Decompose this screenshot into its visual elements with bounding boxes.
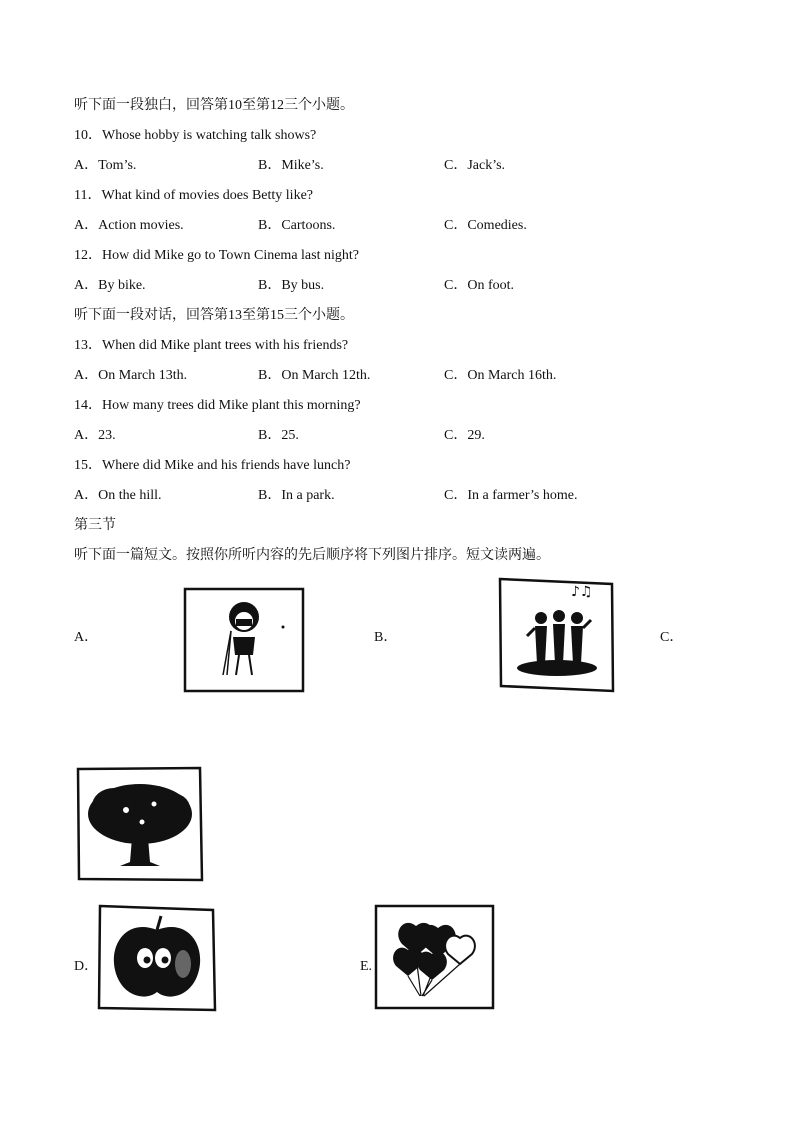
option-a[interactable]: A．Action movies. — [74, 218, 184, 233]
question-15-options — [74, 487, 774, 505]
instruction-monologue: 听下面一段独白，回答第10至第12三个小题。 — [74, 98, 354, 113]
section-3-instruction: 听下面一篇短文。按照你所听内容的先后顺序将下列图片排序。短文读两遍。 — [74, 548, 550, 563]
question-13-stem: 13．When did Mike plant trees with his friends? — [74, 338, 349, 353]
question-11-stem: 11．What kind of movies does Betty like? — [74, 188, 313, 203]
question-12-options — [74, 277, 774, 295]
option-c[interactable]: C．On March 16th. — [444, 368, 557, 383]
option-c[interactable]: C．In a farmer’s home. — [444, 488, 578, 503]
picture-c-label: C． — [660, 630, 684, 645]
option-a[interactable]: A．On the hill. — [74, 488, 162, 503]
balloons-icon[interactable] — [374, 904, 495, 1010]
option-c[interactable]: C．29. — [444, 428, 485, 443]
question-13-options — [74, 367, 774, 385]
question-12-stem: 12．How did Mike go to Town Cinema last night? — [74, 248, 359, 263]
option-b[interactable]: B．By bus. — [258, 278, 325, 293]
question-14-options — [74, 427, 774, 445]
picture-a-label: A． — [74, 630, 99, 645]
option-a[interactable]: A．23. — [74, 428, 116, 443]
option-c[interactable]: C．Jack’s. — [444, 158, 506, 173]
question-10-options — [74, 157, 774, 175]
picture-e-label: E. — [360, 959, 373, 974]
option-a[interactable]: A．On March 13th. — [74, 368, 188, 383]
option-b[interactable]: B．In a park. — [258, 488, 335, 503]
tree-icon[interactable] — [76, 766, 204, 882]
option-b[interactable]: B．25. — [258, 428, 299, 443]
question-10-stem: 10．Whose hobby is watching talk shows? — [74, 128, 317, 143]
apple-face-icon[interactable] — [97, 904, 217, 1012]
question-15-stem: 15．Where did Mike and his friends have lunch? — [74, 458, 351, 473]
section-3-title: 第三节 — [74, 518, 116, 533]
question-14-stem: 14．How many trees did Mike plant this morning? — [74, 398, 361, 413]
picture-d-label: D． — [74, 959, 99, 974]
instruction-dialogue: 听下面一段对话，回答第13至第15三个小题。 — [74, 308, 354, 323]
svg-text:♪♫: ♪♫ — [571, 584, 593, 600]
dancers-singing-icon[interactable] — [497, 576, 617, 694]
option-b[interactable]: B．Cartoons. — [258, 218, 336, 233]
question-11-options — [74, 217, 774, 235]
option-c[interactable]: C．Comedies. — [444, 218, 527, 233]
option-b[interactable]: B．Mike’s. — [258, 158, 324, 173]
picture-b-label: B． — [374, 630, 398, 645]
option-b[interactable]: B．On March 12th. — [258, 368, 371, 383]
girl-with-camera-icon[interactable] — [183, 587, 305, 693]
option-a[interactable]: A．Tom’s. — [74, 158, 137, 173]
option-c[interactable]: C．On foot. — [444, 278, 514, 293]
option-a[interactable]: A．By bike. — [74, 278, 146, 293]
